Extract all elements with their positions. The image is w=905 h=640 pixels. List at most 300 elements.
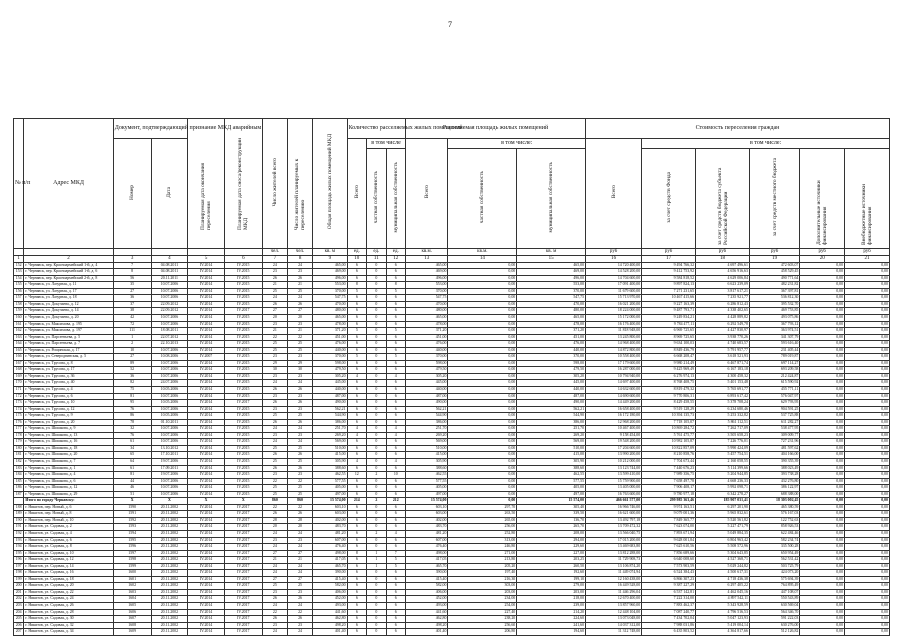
cell-sm: 577,55 xyxy=(517,478,586,485)
cell-y: 0,00 xyxy=(845,557,890,564)
cell-m: 6 xyxy=(386,465,406,472)
cell-a: 569,00 xyxy=(313,439,347,446)
cell-y: 0,00 xyxy=(845,386,890,393)
cell-r: IV.2015 xyxy=(224,334,262,341)
cell-s: 465,00 xyxy=(406,314,448,321)
cell-b: 5 990 424,09 xyxy=(696,445,750,452)
cell-pv: 0 xyxy=(367,589,386,596)
cell-f: 9 980 214,49 xyxy=(642,360,696,367)
cell-f: 9 784 477,11 xyxy=(642,321,696,328)
cell-sm: 544,90 xyxy=(517,413,586,420)
cell-addr: г. Никитов, ул. Садовая, д. 10 xyxy=(24,550,113,557)
cell-c: 6 xyxy=(347,341,366,348)
cell-cs: 18 224 000,00 xyxy=(586,308,642,315)
cell-a: 405,00 xyxy=(313,485,347,492)
cell-sm: 462,55 xyxy=(517,472,586,479)
cell-m: 6 xyxy=(386,576,406,583)
cell-dt: 10.07.2006 xyxy=(151,491,188,498)
cell-a: 370,00 xyxy=(313,288,347,295)
cell-e: 26 xyxy=(287,301,312,308)
cell-t: 26 xyxy=(262,452,287,459)
cell-dt: 10.05.2006 xyxy=(151,386,188,393)
cell-f: 9 079 001,36 xyxy=(642,511,696,518)
cell-t: 23 xyxy=(262,269,287,276)
cell-pv: 0 xyxy=(367,360,386,367)
cell-m: 5 xyxy=(386,557,406,564)
cell-p: IV.2014 xyxy=(188,550,225,557)
cell-e: 24 xyxy=(287,563,312,570)
cell-r: IV.2015 xyxy=(224,472,262,479)
table-body xyxy=(14,262,890,635)
cell-s: 370,00 xyxy=(406,354,448,361)
cell-r: IV.2015 xyxy=(224,393,262,400)
cell-l: 615 590,92 xyxy=(749,380,799,387)
cell-b: 6 804 963,42 xyxy=(696,537,750,544)
cell-cs: 14 449 200,00 xyxy=(586,400,642,407)
cell-p: IV.2014 xyxy=(188,400,225,407)
cell-dt: 10.07.2006 xyxy=(151,314,188,321)
column-number-cell: 7 xyxy=(262,255,287,262)
cell-dt: 20.11.2002 xyxy=(151,537,188,544)
cell-f: 8 819 479,32 xyxy=(642,386,696,393)
cell-f: 8 429 458,55 xyxy=(642,400,696,407)
cell-t: 24 xyxy=(262,295,287,302)
cell-d: 52 xyxy=(113,367,151,374)
cell-c: 6 xyxy=(347,301,366,308)
cell-s: 370,00 xyxy=(406,288,448,295)
cell-cs: 14 037 312,00 xyxy=(586,622,642,629)
cell-f: 10 869 284,72 xyxy=(642,426,696,433)
cell-p: IV.2014 xyxy=(188,478,225,485)
cell-a: 603,10 xyxy=(313,504,347,511)
cell-y: 0,00 xyxy=(845,308,890,315)
cell-m: 5 xyxy=(386,288,406,295)
cell-p: IV.2014 xyxy=(188,308,225,315)
cell-r: IV.2015 xyxy=(224,491,262,498)
header-fund: за счет средств Фонда xyxy=(642,149,696,249)
cell-y: 0,00 xyxy=(845,373,890,380)
cell-sp: 0,00 xyxy=(448,373,517,380)
cell-sp: 0,00 xyxy=(448,485,517,492)
cell-addr: г. Чернавск, пер. Красноармейский 2-й, д. 8 xyxy=(24,275,113,282)
cell-e: 23 xyxy=(287,537,312,544)
cell-a: 562,21 xyxy=(313,406,347,413)
cell-pv: 0 xyxy=(367,400,386,407)
cell-c: 6 xyxy=(347,367,366,374)
cell-sp: 0,00 xyxy=(448,459,517,466)
cell-sp: 0,00 xyxy=(448,498,517,505)
cell-a: 305,20 xyxy=(313,373,347,380)
cell-e: 24 xyxy=(287,439,312,446)
cell-t: 27 xyxy=(262,576,287,583)
cell-c: 8 xyxy=(347,550,366,557)
cell-m: 5 xyxy=(386,354,406,361)
resettlement-table xyxy=(13,118,890,636)
cell-addr: г. Чернавск, ул. Трусова, д. 6 xyxy=(24,393,113,400)
header-cost-incl: в том числе: xyxy=(642,139,890,149)
cell-l: 481 597,62 xyxy=(749,445,799,452)
cell-sm: 547,75 xyxy=(517,295,586,302)
cell-r: IV.2015 xyxy=(224,275,262,282)
cell-m: 6 xyxy=(386,406,406,413)
cell-x: 0,00 xyxy=(800,347,845,354)
cell-t: 24 xyxy=(262,531,287,538)
cell-d: 64 xyxy=(113,459,151,466)
cell-sp: 0,00 xyxy=(448,386,517,393)
cell-x: 0,00 xyxy=(800,295,845,302)
cell-x: 0,00 xyxy=(800,629,845,636)
cell-p: IV.2014 xyxy=(188,629,225,636)
column-number-cell: 15 xyxy=(517,255,586,262)
cell-a: 498,00 xyxy=(313,550,347,557)
cell-addr: г. Чернавск, ул. Шишкова, д. 6 xyxy=(24,478,113,485)
cell-s: 480,00 xyxy=(406,308,448,315)
cell-b: 6 167 183,18 xyxy=(696,367,750,374)
cell-m: 6 xyxy=(386,629,406,636)
cell-pv: 0 xyxy=(367,517,386,524)
cell-addr: г. Чернавск, ул. Шишкова, д. 12 xyxy=(24,485,113,492)
unit-cell: ед. xyxy=(367,248,386,255)
cell-a: 497,00 xyxy=(313,491,347,498)
cell-f: 7 989 356,75 xyxy=(642,472,696,479)
cell-l: 611 282,27 xyxy=(749,419,799,426)
cell-r: IV.2015 xyxy=(224,295,262,302)
cell-x: 0,00 xyxy=(800,328,845,335)
cell-y: 0,00 xyxy=(845,544,890,551)
cell-sm: 476,00 xyxy=(517,341,586,348)
cell-e: 23 xyxy=(287,393,312,400)
cell-sm: 208,00 xyxy=(517,531,586,538)
cell-sp: 0,00 xyxy=(448,282,517,289)
cell-x: 0,00 xyxy=(800,537,845,544)
cell-addr: г. Никитов, ул. Садовая, д. 16 xyxy=(24,570,113,577)
cell-f: 10 394 135,73 xyxy=(642,413,696,420)
cell-m: 6 xyxy=(386,439,406,446)
cell-addr: г. Чернавск, ул. Трусова, д. 8 xyxy=(24,360,113,367)
unit-cell: ед. xyxy=(386,248,406,255)
cell-r: IV.2017 xyxy=(224,629,262,636)
cell-s: 441,60 xyxy=(406,609,448,616)
cell-b: 7 262 717,09 xyxy=(696,426,750,433)
cell-dt: 10.05.2006 xyxy=(151,400,188,407)
header-area-total: Общая площадь жилых помещений МКД xyxy=(313,119,347,249)
cell-s: 544,90 xyxy=(406,413,448,420)
cell-pv: 0 xyxy=(367,413,386,420)
cell-sm: 469,00 xyxy=(517,269,586,276)
cell-d: 1600 xyxy=(113,570,151,577)
cell-b: 5 378 708,24 xyxy=(696,400,750,407)
cell-e: 25 xyxy=(287,347,312,354)
cell-dt: 20.11.2002 xyxy=(151,511,188,518)
cell-s: 415,00 xyxy=(406,452,448,459)
unit-cell xyxy=(113,248,151,255)
cell-m: 6 xyxy=(386,583,406,590)
cell-t: 23 xyxy=(262,373,287,380)
cell-pv: 0 xyxy=(367,354,386,361)
cell-p: IV.2014 xyxy=(188,393,225,400)
cell-addr: г. Никитов, ул. Садовая, д. 12 xyxy=(24,557,113,564)
cell-d: 36 xyxy=(113,295,151,302)
cell-n: 204 xyxy=(14,609,24,616)
cell-f: 6 435 803,52 xyxy=(642,629,696,636)
cell-addr: г. Чернавск, ул. Северодвинская, д. 5 xyxy=(24,354,113,361)
header-subject-budget: за счет средств бюджета субъекта Российской Федерации xyxy=(696,149,750,249)
cell-cs: 14 720 400,00 xyxy=(586,262,642,269)
cell-r: IV.2015 xyxy=(224,282,262,289)
cell-x: 0,00 xyxy=(800,308,845,315)
cell-pv: 0 xyxy=(367,308,386,315)
unit-cell: чел. xyxy=(262,248,287,255)
cell-b: 6 234 680,46 xyxy=(696,406,750,413)
column-number-cell: 8 xyxy=(287,255,312,262)
cell-dt: 04.08.2011 xyxy=(151,269,188,276)
cell-d: 1592 xyxy=(113,517,151,524)
cell-e: 25 xyxy=(287,413,312,420)
cell-pv: 0 xyxy=(367,262,386,269)
cell-s: 498,00 xyxy=(406,550,448,557)
cell-sp: 0,00 xyxy=(448,269,517,276)
cell-f: 9 249 834,21 xyxy=(642,314,696,321)
cell-s: 510,00 xyxy=(406,445,448,452)
cell-addr: г. Никитов, ул. Садовая, д. 8 xyxy=(24,544,113,551)
cell-p: IV.2014 xyxy=(188,504,225,511)
cell-a: 440,00 xyxy=(313,386,347,393)
cell-r: IV.2015 xyxy=(224,452,262,459)
cell-sm: 241,60 xyxy=(517,622,586,629)
cell-a: 386,00 xyxy=(313,419,347,426)
cell-s: 569,00 xyxy=(406,439,448,446)
cell-y: 0,00 xyxy=(845,419,890,426)
cell-b: 4 427 830,97 xyxy=(696,328,750,335)
cell-x: 0,00 xyxy=(800,531,845,538)
cell-x: 0,00 xyxy=(800,400,845,407)
cell-pv: 2 xyxy=(367,531,386,538)
cell-cs: 13 245 800,00 xyxy=(586,334,642,341)
cell-sm: 388,60 xyxy=(517,465,586,472)
cell-s: 498,20 xyxy=(406,622,448,629)
cell-pv: 0 xyxy=(367,373,386,380)
cell-f: 8 768 408,75 xyxy=(642,380,696,387)
cell-c: 6 xyxy=(347,275,366,282)
cell-p: IV.2014 xyxy=(188,537,225,544)
header-residents-plan: Число жителей планируемых к переселению xyxy=(287,119,312,249)
cell-sm: 227,00 xyxy=(517,550,586,557)
cell-s: 476,40 xyxy=(406,544,448,551)
cell-cs: 16 658 400,00 xyxy=(586,406,642,413)
cell-c: 6 xyxy=(347,485,366,492)
cell-sp: 0,00 xyxy=(448,367,517,374)
cell-cs: 14 872 800,00 xyxy=(586,347,642,354)
cell-r: IV.2017 xyxy=(224,557,262,564)
cell-n: 157 xyxy=(14,295,24,302)
cell-d: 1602 xyxy=(113,583,151,590)
header-address: Адрес МКД xyxy=(24,119,113,249)
cell-sm: 490,00 xyxy=(517,400,586,407)
cell-a: 483,70 xyxy=(313,524,347,531)
cell-f: 7 849 365,77 xyxy=(642,517,696,524)
cell-f: 9 494 766,32 xyxy=(642,262,696,269)
cell-addr: г. Чернавск, ул. Докучаева, д. 12 xyxy=(24,301,113,308)
cell-pv: 0 xyxy=(367,386,386,393)
cell-l: 622 484,46 xyxy=(749,531,799,538)
cell-addr: г. Чернавск, ул. Лазурная, д. 17 xyxy=(24,288,113,295)
cell-f: 9 770 806,31 xyxy=(642,393,696,400)
cell-sm: 470,00 xyxy=(517,301,586,308)
cell-n: 174 xyxy=(14,406,24,413)
cell-addr: г. Никитов, ул. Садовая, д. 2 xyxy=(24,524,113,531)
cell-n: 162 xyxy=(14,328,24,335)
cell-pv: 0 xyxy=(367,537,386,544)
cell-sp: 234,00 xyxy=(448,596,517,603)
cell-sp: 263,50 xyxy=(448,511,517,518)
cell-b: 5 204 944,85 xyxy=(696,472,750,479)
cell-n: 179 xyxy=(14,439,24,446)
cell-x: 0,00 xyxy=(800,504,845,511)
cell-b: 4 527 368,71 xyxy=(696,557,750,564)
cell-dt: 20.11.2002 xyxy=(151,517,188,524)
cell-s: 582,00 xyxy=(406,583,448,590)
cell-cs: 13 599 410,00 xyxy=(586,472,642,479)
cell-n: 181 xyxy=(14,452,24,459)
cell-x: 0,00 xyxy=(800,393,845,400)
cell-sp: 0,00 xyxy=(448,328,517,335)
cell-addr: г. Никитов, ул. Садовая, д. 28 xyxy=(24,609,113,616)
cell-l: 562 531,42 xyxy=(749,557,799,564)
cell-r: IV.2015 xyxy=(224,301,262,308)
cell-sm: 371,20 xyxy=(517,328,586,335)
cell-y: 0,00 xyxy=(845,321,890,328)
cell-sm: 199,10 xyxy=(517,576,586,583)
column-number-cell: 4 xyxy=(151,255,188,262)
cell-sp: 0,00 xyxy=(448,380,517,387)
cell-c: 6 xyxy=(347,445,366,452)
cell-s: 402,00 xyxy=(406,517,448,524)
cell-d: 1603 xyxy=(113,589,151,596)
cell-b: 5 227 471,79 xyxy=(696,524,750,531)
unit-cell: кв. м xyxy=(313,248,347,255)
cell-s: 476,00 xyxy=(406,341,448,348)
cell-l: 309 009,77 xyxy=(749,432,799,439)
column-number-cell: 1 xyxy=(14,255,24,262)
cell-sm: 415,00 xyxy=(517,452,586,459)
cell-e: 29 xyxy=(287,360,312,367)
cell-sm: 496,00 xyxy=(517,275,586,282)
cell-pv: 0 xyxy=(367,596,386,603)
cell-y: 0,00 xyxy=(845,563,890,570)
cell-dt: 20.11.2002 xyxy=(151,622,188,629)
cell-cs: 16 966 746,00 xyxy=(586,504,642,511)
cell-cs: 16 172 180,00 xyxy=(586,413,642,420)
cell-s: 305,90 xyxy=(406,459,448,466)
cell-cs: 14 690 600,00 xyxy=(586,393,642,400)
cell-t: 23 xyxy=(262,393,287,400)
cell-r: IV.2017 xyxy=(224,517,262,524)
cell-n: 154 xyxy=(14,275,24,282)
cell-cs: 16 449 528,00 xyxy=(586,583,642,590)
cell-p: IV.2014 xyxy=(188,445,225,452)
cell-d: 1599 xyxy=(113,563,151,570)
cell-s: 388,60 xyxy=(406,465,448,472)
cell-l: 447 108,07 xyxy=(749,589,799,596)
cell-m: 4 xyxy=(386,531,406,538)
cell-t: 25 xyxy=(262,485,287,492)
cell-dt: 20.11.2002 xyxy=(151,629,188,636)
cell-sm: 218,00 xyxy=(517,596,586,603)
cell-l: 512 126,82 xyxy=(749,629,799,636)
cell-p: IV.2014 xyxy=(188,576,225,583)
cell-r: IV.2015 xyxy=(224,386,262,393)
cell-t: 23 xyxy=(262,354,287,361)
cell-s: 390,00 xyxy=(406,570,448,577)
cell-s: 481,20 xyxy=(406,531,448,538)
cell-s: 406,00 xyxy=(406,589,448,596)
cell-b: 4 338 402,65 xyxy=(696,308,750,315)
header-area-private: частная собственность xyxy=(448,149,517,249)
cell-s: 386,00 xyxy=(406,419,448,426)
cell-n: 175 xyxy=(14,413,24,420)
cell-a: 441,60 xyxy=(313,609,347,616)
cell-a: 547,75 xyxy=(313,295,347,302)
cell-x: 0,00 xyxy=(800,413,845,420)
cell-e: 28 xyxy=(287,517,312,524)
cell-a: 15 574,00 xyxy=(313,498,347,505)
cell-x: 0,00 xyxy=(800,478,845,485)
cell-y: 0,00 xyxy=(845,616,890,623)
cell-y: 0,00 xyxy=(845,360,890,367)
cell-sp: 205,20 xyxy=(448,563,517,570)
cell-m: 6 xyxy=(386,524,406,531)
cell-n: 186 xyxy=(14,485,24,492)
cell-f: 299 985 363,46 xyxy=(642,498,696,505)
cell-x: 0,00 xyxy=(800,524,845,531)
cell-pv: 0 xyxy=(367,288,386,295)
cell-a: 603,00 xyxy=(313,511,347,518)
cell-e: 20 xyxy=(287,314,312,321)
cell-a: 607,00 xyxy=(313,537,347,544)
cell-y: 0,00 xyxy=(845,570,890,577)
cell-b: 4 897 542,11 xyxy=(696,596,750,603)
cell-s: 483,70 xyxy=(406,524,448,531)
cell-e: 26 xyxy=(287,386,312,393)
cell-p: IV.2014 xyxy=(188,596,225,603)
cell-addr: г. Чернавск, ул. Лазурная, д. 18 xyxy=(24,295,113,302)
cell-cs: 15 759 900,00 xyxy=(586,478,642,485)
cell-s: 269,20 xyxy=(406,432,448,439)
cell-addr: г. Никитов, ул. Садовая, д. 20 xyxy=(24,583,113,590)
cell-d: 86 xyxy=(113,413,151,420)
cell-n: 203 xyxy=(14,603,24,610)
cell-e: 26 xyxy=(287,616,312,623)
cell-y: 0,00 xyxy=(845,328,890,335)
cell-addr: г. Никитов, ул. Садовая, д. 24 xyxy=(24,596,113,603)
header-count-private: частная собственность xyxy=(367,149,386,249)
cell-sp: 303,00 xyxy=(448,583,517,590)
cell-t: 26 xyxy=(262,419,287,426)
cell-dt: 10.07.2006 xyxy=(151,432,188,439)
cell-m: 4 xyxy=(386,426,406,433)
cell-pv: 0 xyxy=(367,609,386,616)
cell-d: 46 xyxy=(113,485,151,492)
cell-cs: 13 106 874,20 xyxy=(586,563,642,570)
cell-pv: 0 xyxy=(367,393,386,400)
cell-e: 27 xyxy=(287,550,312,557)
cell-dt: 10.07.2006 xyxy=(151,406,188,413)
cell-c: 5 xyxy=(347,328,366,335)
cell-pv: 0 xyxy=(367,334,386,341)
cell-y: 0,00 xyxy=(845,596,890,603)
cell-t: 26 xyxy=(262,511,287,518)
cell-a: 417,05 xyxy=(313,557,347,564)
